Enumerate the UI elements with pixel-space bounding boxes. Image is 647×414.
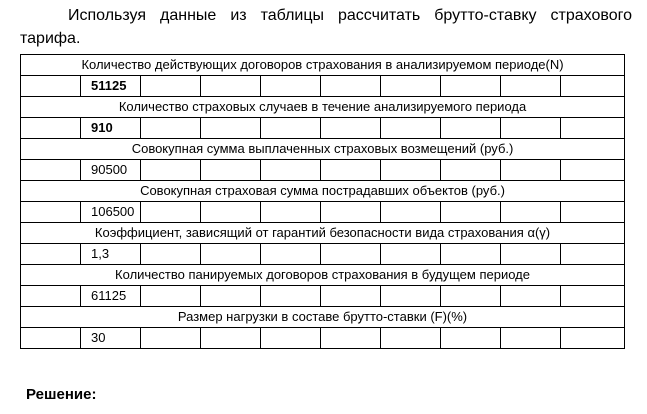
empty-cell	[501, 244, 561, 265]
table-header-row	[21, 265, 625, 286]
empty-cell	[501, 160, 561, 181]
empty-cell	[261, 286, 321, 307]
parameter-value: 1,3	[81, 244, 141, 265]
table-header-row	[21, 97, 625, 118]
empty-cell	[321, 202, 381, 223]
empty-cell	[201, 76, 261, 97]
empty-cell	[381, 118, 441, 139]
empty-cell	[321, 286, 381, 307]
empty-cell	[381, 286, 441, 307]
empty-cell	[441, 118, 501, 139]
empty-cell	[381, 328, 441, 349]
empty-cell	[141, 202, 201, 223]
empty-cell	[201, 160, 261, 181]
empty-cell	[321, 160, 381, 181]
task-text: Используя данные из таблицы рассчитать брутто-ставку страхового тарифа.	[20, 7, 632, 47]
parameter-value: 51125	[81, 76, 141, 97]
empty-cell	[561, 118, 625, 139]
parameter-value: 90500	[81, 160, 141, 181]
empty-cell	[201, 286, 261, 307]
parameter-label: Совокупная сумма выплаченных страховых возмещений (руб.)	[21, 139, 625, 160]
solution-heading: Решение:	[26, 386, 97, 403]
empty-cell	[561, 202, 625, 223]
table-value-row	[21, 286, 625, 307]
empty-cell	[21, 286, 81, 307]
empty-cell	[21, 244, 81, 265]
empty-cell	[501, 118, 561, 139]
table-header-row	[21, 307, 625, 328]
empty-cell	[261, 118, 321, 139]
parameter-label: Количество страховых случаев в течение анализируемого периода	[21, 97, 625, 118]
empty-cell	[141, 160, 201, 181]
empty-cell	[261, 328, 321, 349]
empty-cell	[141, 118, 201, 139]
empty-cell	[261, 202, 321, 223]
empty-cell	[261, 244, 321, 265]
empty-cell	[381, 160, 441, 181]
empty-cell	[381, 244, 441, 265]
parameter-label: Количество действующих договоров страхования в анализируемом периоде(N)	[21, 55, 625, 76]
table-header-row	[21, 55, 625, 76]
empty-cell	[501, 328, 561, 349]
empty-cell	[141, 76, 201, 97]
table-header-row	[21, 139, 625, 160]
table-header-row	[21, 181, 625, 202]
table-value-row	[21, 118, 625, 139]
empty-cell	[441, 76, 501, 97]
table-header-row	[21, 223, 625, 244]
parameter-value: 106500	[81, 202, 141, 223]
empty-cell	[261, 160, 321, 181]
parameter-label: Совокупная страховая сумма пострадавших объектов (руб.)	[21, 181, 625, 202]
empty-cell	[141, 244, 201, 265]
empty-cell	[21, 118, 81, 139]
empty-cell	[21, 328, 81, 349]
table-value-row	[21, 202, 625, 223]
parameter-value: 910	[81, 118, 141, 139]
empty-cell	[561, 328, 625, 349]
empty-cell	[501, 286, 561, 307]
empty-cell	[201, 328, 261, 349]
data-table	[20, 54, 625, 349]
parameter-label: Коэффициент, зависящий от гарантий безопасности вида страхования α(γ)	[21, 223, 625, 244]
empty-cell	[561, 76, 625, 97]
empty-cell	[321, 76, 381, 97]
table-value-row	[21, 328, 625, 349]
table-value-row	[21, 160, 625, 181]
empty-cell	[21, 160, 81, 181]
empty-cell	[201, 118, 261, 139]
empty-cell	[381, 76, 441, 97]
empty-cell	[501, 76, 561, 97]
empty-cell	[141, 328, 201, 349]
empty-cell	[141, 286, 201, 307]
empty-cell	[441, 244, 501, 265]
table-value-row	[21, 76, 625, 97]
empty-cell	[561, 244, 625, 265]
empty-cell	[381, 202, 441, 223]
empty-cell	[561, 160, 625, 181]
parameter-value: 61125	[81, 286, 141, 307]
empty-cell	[21, 202, 81, 223]
empty-cell	[261, 76, 321, 97]
empty-cell	[201, 244, 261, 265]
parameter-label: Количество панируемых договоров страхования в будущем периоде	[21, 265, 625, 286]
empty-cell	[561, 286, 625, 307]
empty-cell	[441, 160, 501, 181]
parameter-label: Размер нагрузки в составе брутто-ставки (F)(%)	[21, 307, 625, 328]
empty-cell	[441, 328, 501, 349]
empty-cell	[321, 118, 381, 139]
parameter-value: 30	[81, 328, 141, 349]
empty-cell	[201, 202, 261, 223]
empty-cell	[321, 244, 381, 265]
table-value-row	[21, 244, 625, 265]
empty-cell	[321, 328, 381, 349]
empty-cell	[441, 286, 501, 307]
empty-cell	[501, 202, 561, 223]
empty-cell	[21, 76, 81, 97]
empty-cell	[441, 202, 501, 223]
